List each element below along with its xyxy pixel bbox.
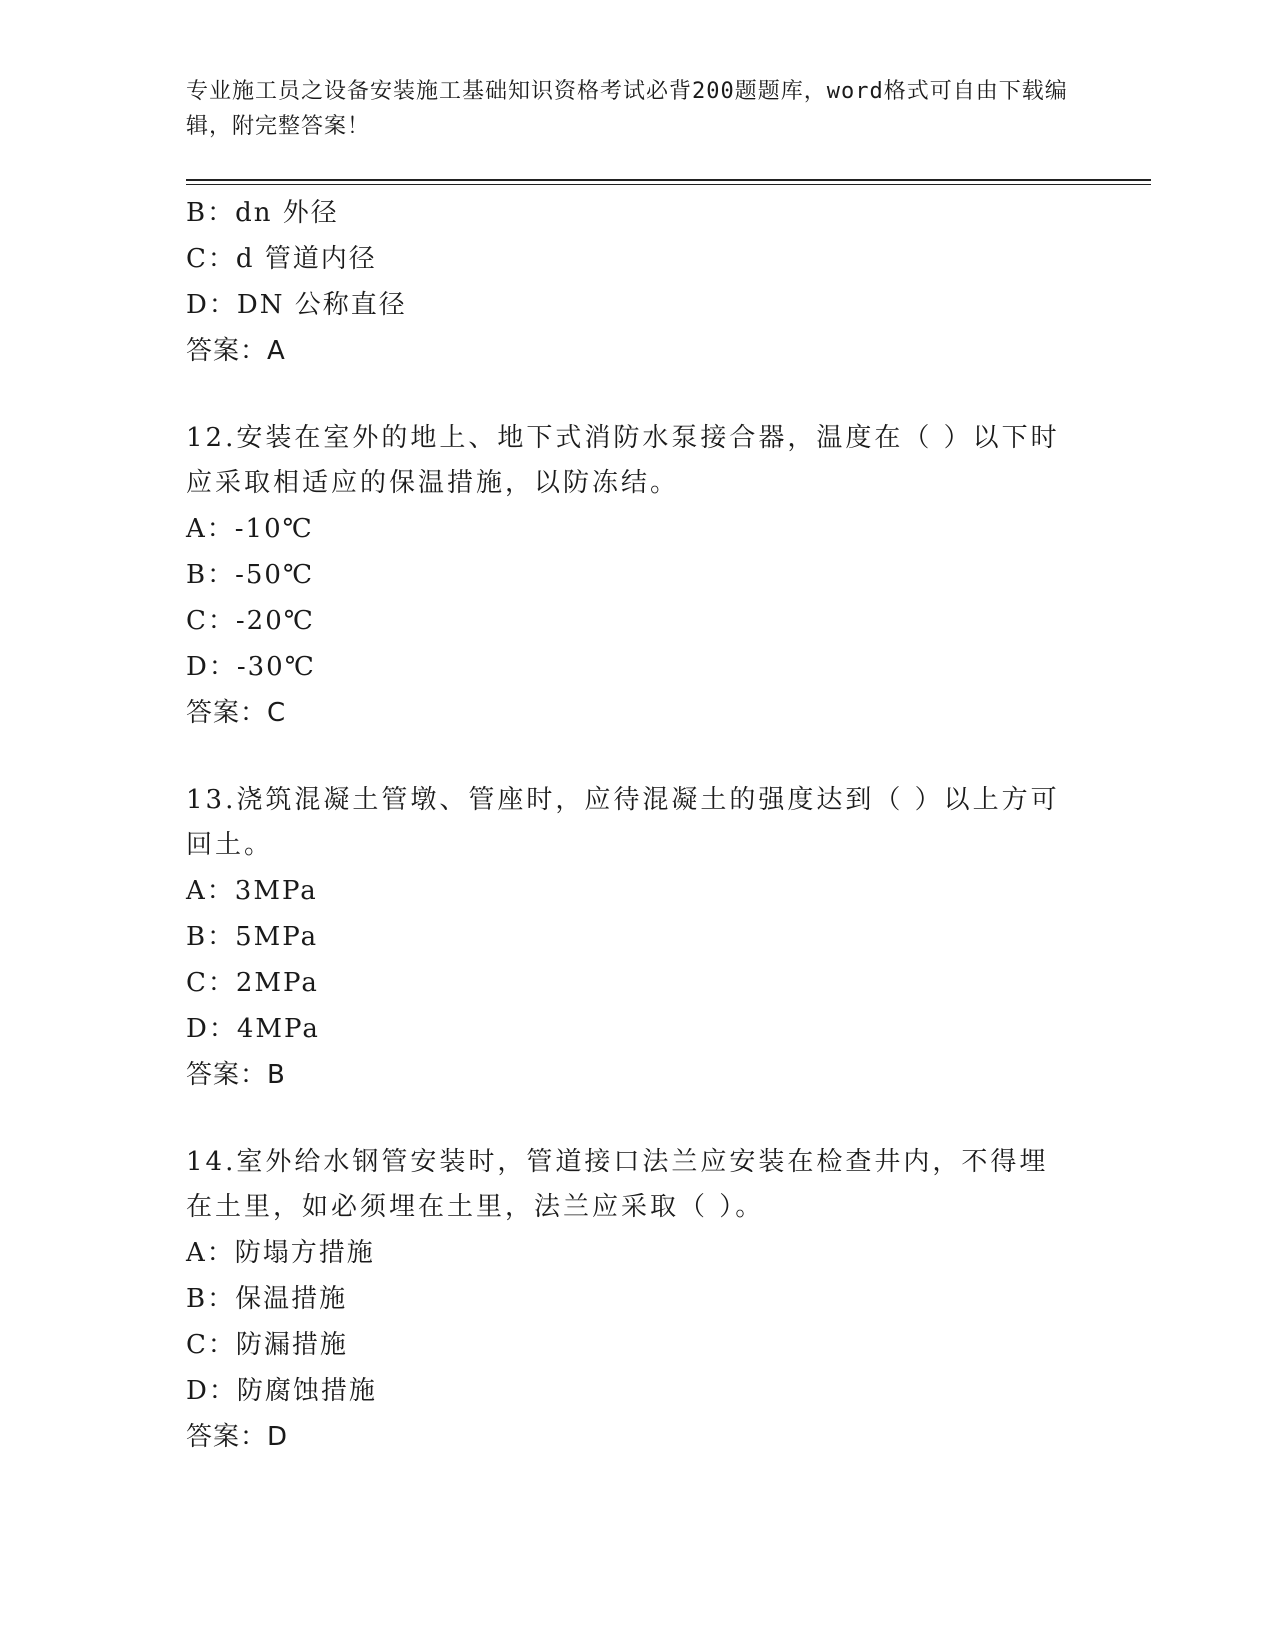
option-d: D：防腐蚀措施 (186, 1376, 377, 1406)
option-b: B：-50℃ (186, 560, 315, 590)
question-14 (186, 1140, 1086, 1460)
option-a: A：防塌方措施 (186, 1238, 375, 1268)
answer: 答案：A (186, 336, 286, 366)
option-b: B：dn 外径 (186, 198, 339, 228)
option-d: D：4MPa (186, 1014, 320, 1044)
answer: 答案：C (186, 698, 287, 728)
question-stem: 14.室外给水钢管安装时，管道接口法兰应安装在检查井内，不得埋在土里，如必须埋在土里，法兰应采取（ ）。 (186, 1147, 1049, 1222)
header-divider-thin (186, 184, 1151, 185)
header-divider-thick (186, 179, 1151, 181)
question-list (186, 190, 1086, 1460)
option-c: C：d 管道内径 (186, 244, 377, 274)
option-c: C：防漏措施 (186, 1330, 348, 1360)
option-b: B：保温措施 (186, 1284, 348, 1314)
question-stem: 12.安装在室外的地上、地下式消防水泵接合器，温度在（ ）以下时应采取相适应的保温措施，以防冻结。 (186, 423, 1060, 498)
question-12 (186, 416, 1086, 736)
option-c: C：2MPa (186, 968, 319, 998)
answer: 答案：B (186, 1060, 286, 1090)
option-d: D：DN 公称直径 (186, 290, 407, 320)
answer: 答案：D (186, 1422, 289, 1452)
document-header: 专业施工员之设备安装施工基础知识资格考试必背200题题库，word格式可自由下载编辑，附完整答案！ (186, 79, 1068, 139)
option-d: D：-30℃ (186, 652, 316, 682)
option-c: C：-20℃ (186, 606, 315, 636)
option-a: A：3MPa (186, 876, 318, 906)
option-b: B：5MPa (186, 922, 319, 952)
question-stem: 13.浇筑混凝土管墩、管座时，应待混凝土的强度达到（ ）以上方可回土。 (186, 785, 1060, 860)
question-11-continued (186, 190, 1086, 374)
question-13 (186, 778, 1086, 1098)
option-a: A：-10℃ (186, 514, 314, 544)
